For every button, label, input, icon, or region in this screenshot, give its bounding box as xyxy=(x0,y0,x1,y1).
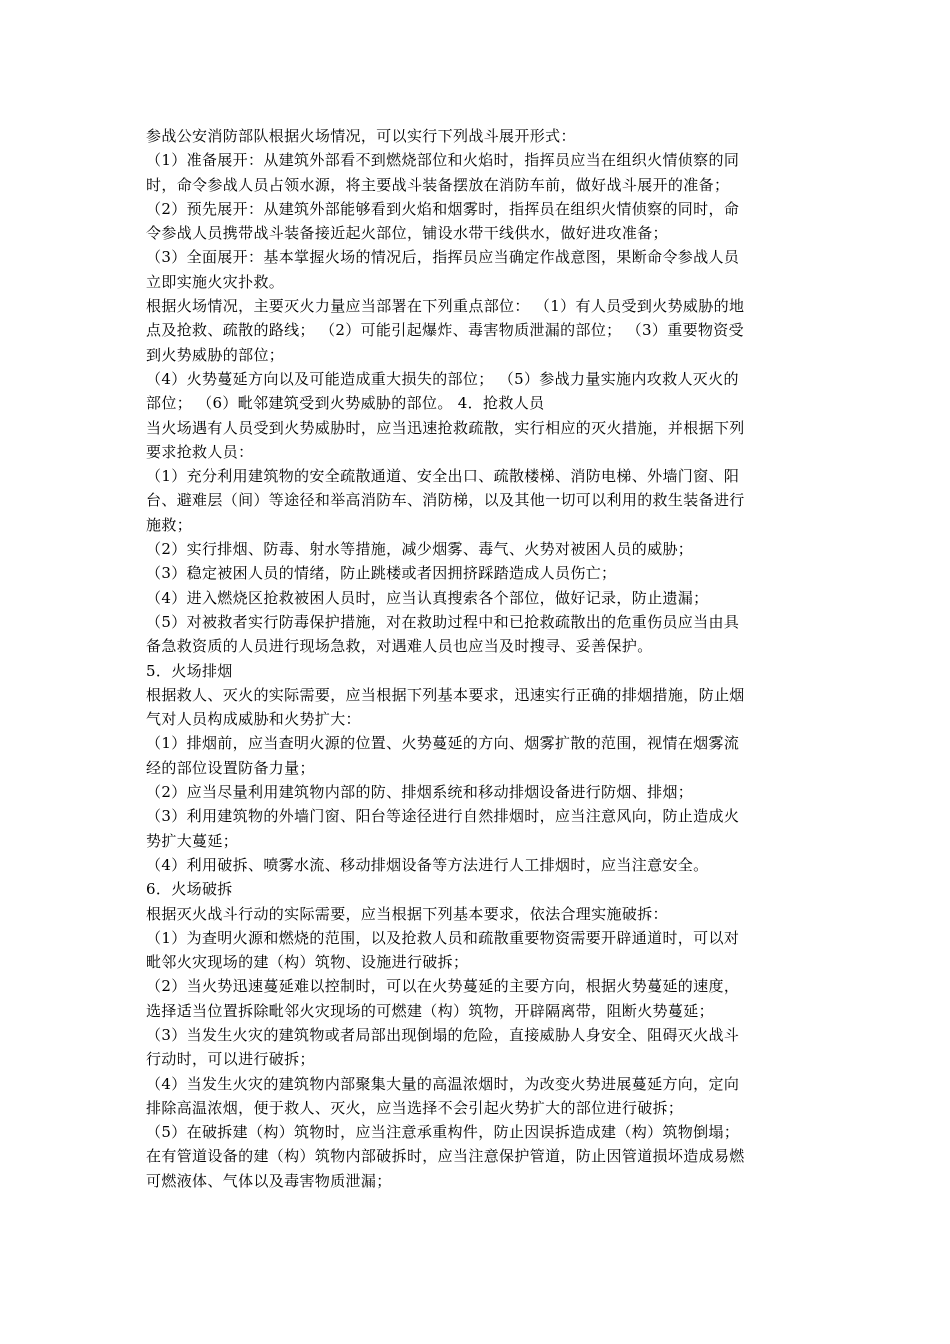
text-line: 在有管道设备的建（构）筑物内部破拆时，应当注意保护管道，防止因管道损坏造成易燃 xyxy=(146,1147,745,1166)
document-body xyxy=(146,124,810,1193)
text-line: （1）准备展开：从建筑外部看不到燃烧部位和火焰时，指挥员应当在组织火情侦察的同 xyxy=(146,151,740,170)
text-line: 立即实施火灾扑救。 xyxy=(146,272,285,291)
text-line: （2）应当尽量利用建筑物内部的防、排烟系统和移动排烟设备进行防烟、排烟； xyxy=(146,783,694,802)
text-line: 气对人员构成威胁和火势扩大： xyxy=(146,710,361,729)
text-line: 6．火场破拆 xyxy=(146,880,233,899)
text-line: 到火势威胁的部位； xyxy=(146,345,285,364)
text-line: （3）稳定被困人员的情绪，防止跳楼或者因拥挤踩踏造成人员伤亡； xyxy=(146,564,617,583)
text-line: （2）预先展开：从建筑外部能够看到火焰和烟雾时，指挥员在组织火情侦察的同时，命 xyxy=(146,199,740,218)
text-line: 备急救资质的人员进行现场急救，对遇难人员也应当及时搜寻、妥善保护。 xyxy=(146,637,653,656)
text-line: （2）实行排烟、防毒、射水等措施，减少烟雾、毒气、火势对被困人员的威胁； xyxy=(146,540,694,559)
text-line: （4）利用破拆、喷雾水流、移动排烟设备等方法进行人工排烟时，应当注意安全。 xyxy=(146,855,709,874)
text-line: 根据火场情况，主要灭火力量应当部署在下列重点部位： （1）有人员受到火势威胁的地 xyxy=(146,297,745,316)
text-line: （4）进入燃烧区抢救被困人员时，应当认真搜索各个部位，做好记录，防止遗漏； xyxy=(146,588,709,607)
text-line: 势扩大蔓延； xyxy=(146,831,239,850)
text-line: 可燃液体、气体以及毒害物质泄漏； xyxy=(146,1171,392,1190)
text-line: 5．火场排烟 xyxy=(146,661,233,680)
text-line: （2）当火势迅速蔓延难以控制时，可以在火势蔓延的主要方向，根据火势蔓延的速度， xyxy=(146,977,740,996)
text-line: 要求抢救人员： xyxy=(146,442,254,461)
text-line: 部位； （6）毗邻建筑受到火势威胁的部位。 4．抢救人员 xyxy=(146,394,545,413)
text-line: 台、避难层（间）等途径和举高消防车、消防梯，以及其他一切可以利用的救生装备进行 xyxy=(146,491,745,510)
text-line: 根据救人、灭火的实际需要，应当根据下列基本要求，迅速实行正确的排烟措施，防止烟 xyxy=(146,685,745,704)
text-line: 时，命令参战人员占领水源，将主要战斗装备摆放在消防车前，做好战斗展开的准备； xyxy=(146,175,730,194)
text-line: （4）当发生火灾的建筑物内部聚集大量的高温浓烟时，为改变火势进展蔓延方向，定向 xyxy=(146,1074,740,1093)
text-line: （5）在破拆建（构）筑物时，应当注意承重构件，防止因误拆造成建（构）筑物倒塌； xyxy=(146,1123,740,1142)
text-line: 毗邻火灾现场的建（构）筑物、设施进行破拆； xyxy=(146,953,469,972)
text-line: 排除高温浓烟，便于救人、灭火，应当选择不会引起火势扩大的部位进行破拆； xyxy=(146,1098,684,1117)
text-line: 根据灭火战斗行动的实际需要，应当根据下列基本要求，依法合理实施破拆： xyxy=(146,904,668,923)
text-line: 选择适当位置拆除毗邻火灾现场的可燃建（构）筑物，开辟隔离带，阻断火势蔓延； xyxy=(146,1001,714,1020)
text-line: 点及抢救、疏散的路线； （2）可能引起爆炸、毒害物质泄漏的部位； （3）重要物资受 xyxy=(146,321,744,340)
text-line: （1）充分利用建筑物的安全疏散通道、安全出口、疏散楼梯、消防电梯、外墙门窗、阳 xyxy=(146,467,740,486)
text-line: （5）对被救者实行防毒保护措施，对在救助过程中和已抢救疏散出的危重伤员应当由具 xyxy=(146,612,740,631)
text-line: 当火场遇有人员受到火势威胁时，应当迅速抢救疏散，实行相应的灭火措施，并根据下列 xyxy=(146,418,745,437)
text-line: 行动时，可以进行破拆； xyxy=(146,1050,315,1069)
text-line: 经的部位设置防备力量； xyxy=(146,758,315,777)
text-line: （3）全面展开：基本掌握火场的情况后，指挥员应当确定作战意图，果断命令参战人员 xyxy=(146,248,740,267)
text-line: （3）利用建筑物的外墙门窗、阳台等途径进行自然排烟时，应当注意风向，防止造成火 xyxy=(146,807,740,826)
text-line: （4）火势蔓延方向以及可能造成重大损失的部位； （5）参战力量实施内攻救人灭火的 xyxy=(146,369,739,388)
text-line: （1）排烟前，应当查明火源的位置、火势蔓延的方向、烟雾扩散的范围，视情在烟雾流 xyxy=(146,734,740,753)
text-line: 令参战人员携带战斗装备接近起火部位，铺设水带干线供水，做好进攻准备； xyxy=(146,224,668,243)
text-line: （1）为查明火源和燃烧的范围，以及抢救人员和疏散重要物资需要开辟通道时，可以对 xyxy=(146,928,740,947)
text-line: 施救； xyxy=(146,515,193,534)
text-line: 参战公安消防部队根据火场情况，可以实行下列战斗展开形式： xyxy=(146,127,576,145)
text-line: （3）当发生火灾的建筑物或者局部出现倒塌的危险，直接威胁人身安全、阻碍灭火战斗 xyxy=(146,1025,740,1044)
